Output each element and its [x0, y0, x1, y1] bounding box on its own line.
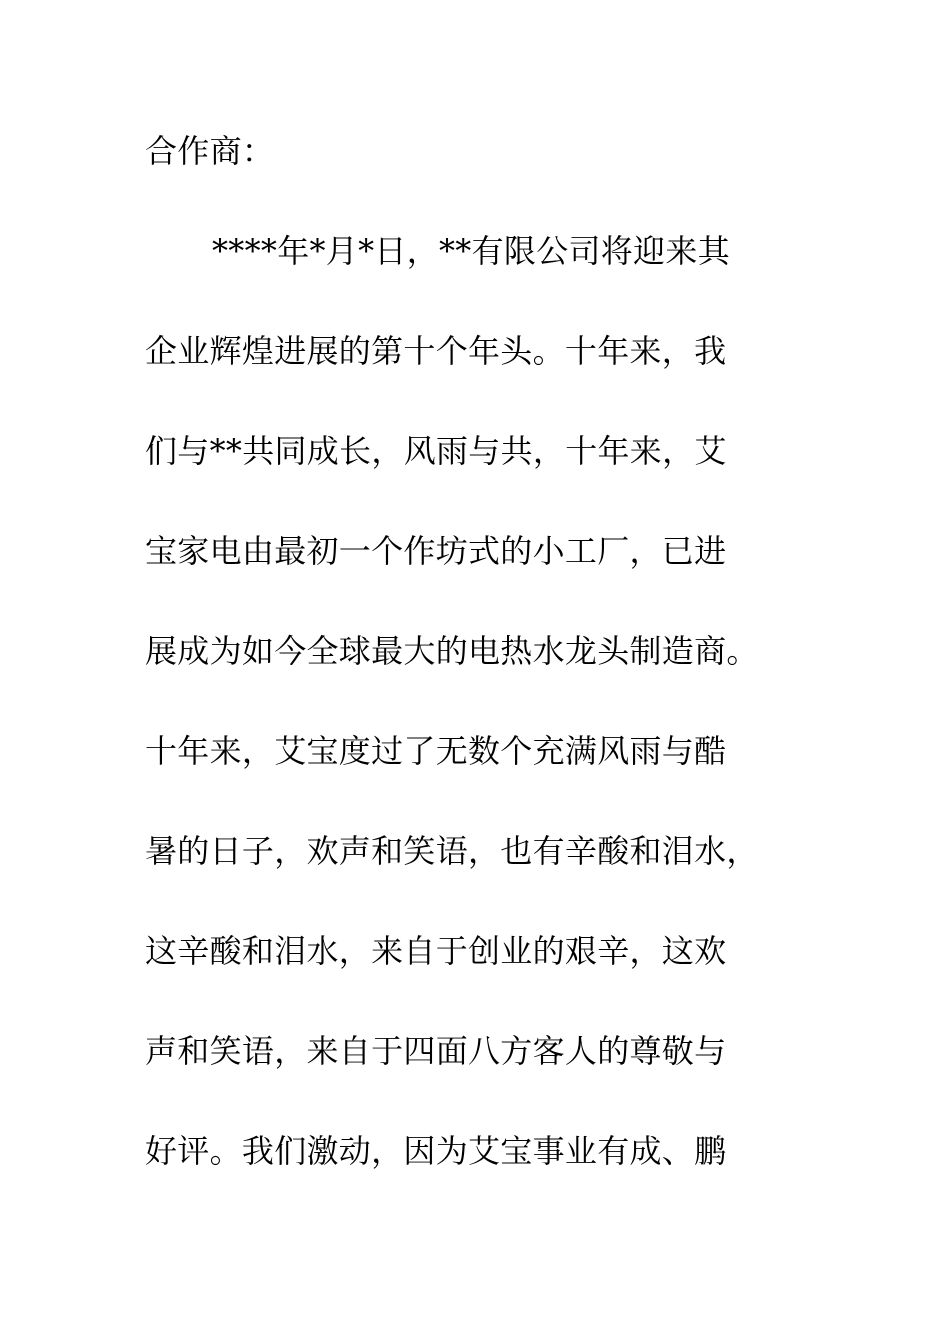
paragraph-line-6: 十年来，艾宝度过了无数个充满风雨与酷 — [145, 732, 727, 770]
paragraph-line-9: 声和笑语，来自于四面八方客人的尊敬与 — [145, 1032, 727, 1070]
salutation: 合作商： — [145, 132, 275, 170]
paragraph-line-1: ****年*月*日，**有限公司将迎来其 — [212, 232, 731, 270]
paragraph-line-2: 企业辉煌进展的第十个年头。十年来，我 — [145, 332, 727, 370]
paragraph-line-7: 暑的日子，欢声和笑语，也有辛酸和泪水， — [145, 832, 759, 870]
paragraph-line-3: 们与**共同成长，风雨与共，十年来，艾 — [145, 432, 727, 470]
paragraph-line-5: 展成为如今全球最大的电热水龙头制造商。 — [145, 632, 759, 670]
paragraph-line-4: 宝家电由最初一个作坊式的小工厂，已进 — [145, 532, 727, 570]
paragraph-line-8: 这辛酸和泪水，来自于创业的艰辛，这欢 — [145, 932, 727, 970]
paragraph-line-10: 好评。我们激动，因为艾宝事业有成、鹏 — [145, 1132, 727, 1170]
